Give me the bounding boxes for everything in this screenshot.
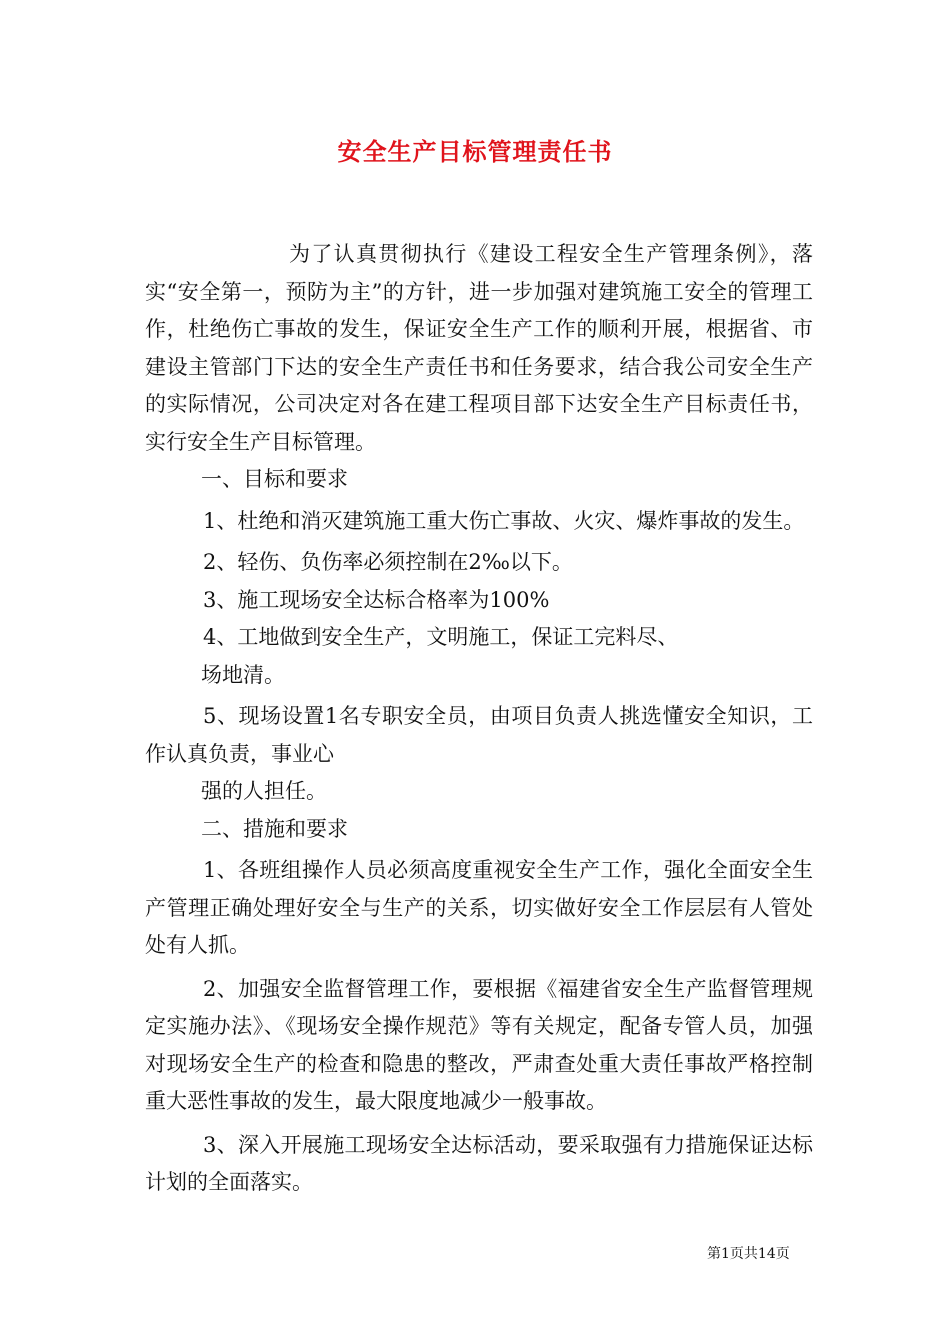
document-body	[145, 236, 813, 1202]
goal-item-5: 5、现场设置1名专职安全员，由项目负责人挑选懂安全知识，工作认真负责，事业心	[145, 704, 813, 766]
goal-item-2: 2、轻伤、负伤率必须控制在2‰以下。	[203, 550, 573, 574]
goal-item-4: 4、工地做到安全生产，文明施工，保证工完料尽、	[203, 625, 679, 649]
document-title: 安全生产目标管理责任书	[337, 137, 613, 166]
goal-item-1: 1、杜绝和消灭建筑施工重大伤亡事故、火灾、爆炸事故的发生。	[203, 508, 805, 533]
measure-item-3: 3、深入开展施工现场安全达标活动，要采取强有力措施保证达标计划的全面落实。	[145, 1132, 813, 1194]
page-number: 第1页共14页	[707, 1246, 790, 1262]
goal-item-5-continued: 强的人担任。	[201, 779, 327, 803]
goal-item-3: 3、施工现场安全达标合格率为100%	[203, 587, 550, 612]
measure-item-2: 2、加强安全监督管理工作，要根据《福建省安全生产监督管理规定实施办法》、《现场安全操作规范》等有关规定，配备专管人员，加强对现场安全生产的检查和隐患的整改，严肃查处重大责任事故严格控制重大恶性事故的发生，最大限度地减少一般事故。	[145, 976, 813, 1113]
section-heading-measures: 二、措施和要求	[201, 816, 348, 841]
section-heading-goals: 一、目标和要求	[201, 467, 348, 491]
goal-item-4-continued: 场地清。	[201, 662, 285, 687]
intro-paragraph: 为了认真贯彻执行《建设工程安全生产管理条例》，落实“安全第一，预防为主”的方针，进一步加强对建筑施工安全的管理工作，杜绝伤亡事故的发生，保证安全生产工作的顺利开展，根据省、市建设主管部门下达的安全生产责任书和任务要求，结合我公司安全生产的实际情况，公司决定对各在建工程项目部下达安全生产目标责任书，实行安全生产目标管理。	[145, 242, 813, 454]
measure-item-1: 1、各班组操作人员必须高度重视安全生产工作，强化全面安全生产管理正确处理好安全与生产的关系，切实做好安全工作层层有人管处处有人抓。	[145, 858, 813, 957]
